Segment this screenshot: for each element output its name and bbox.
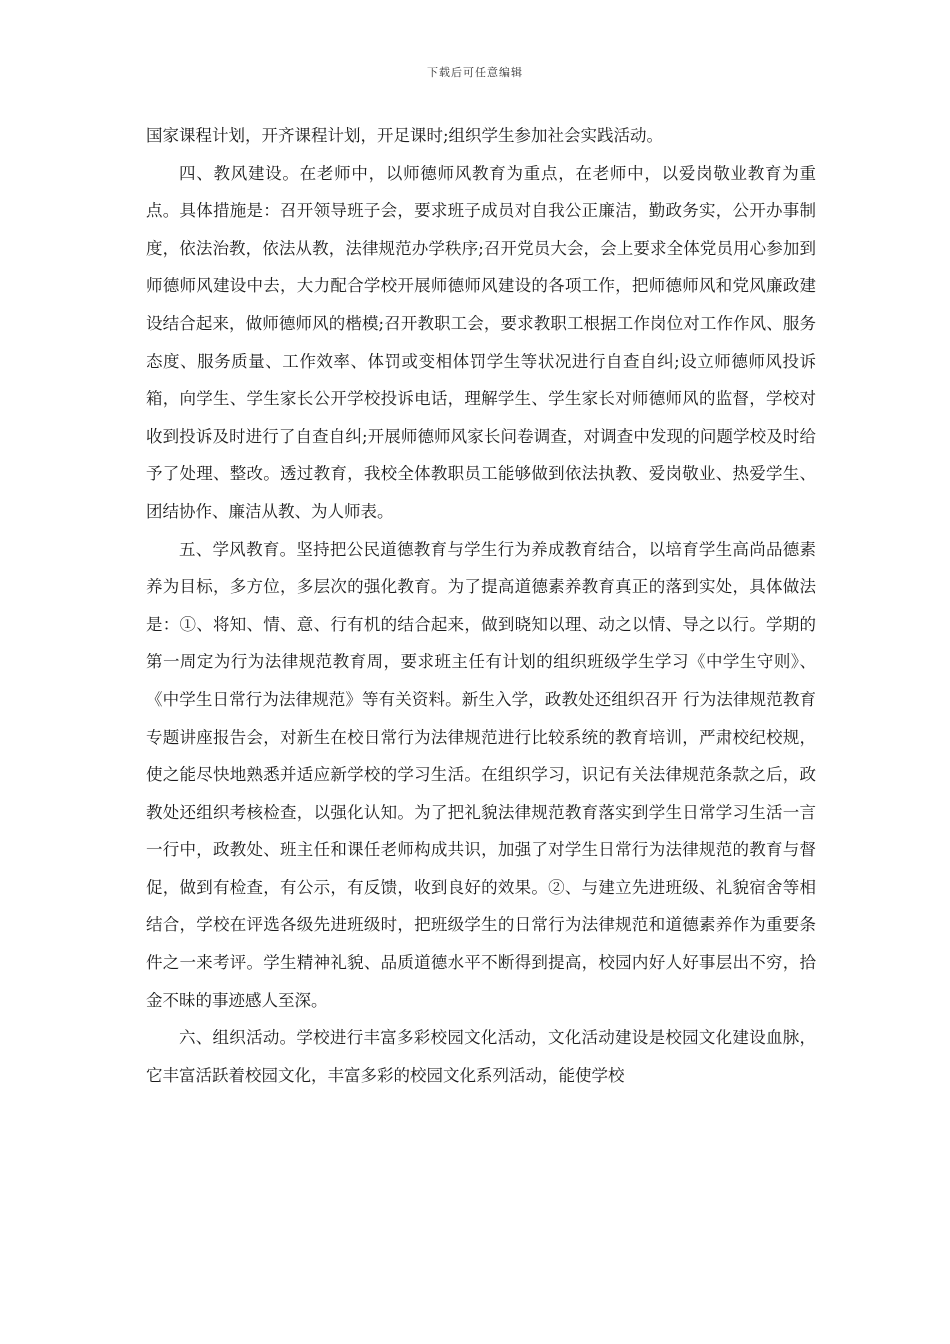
paragraph-study-style: 五、学风教育。坚持把公民道德教育与学生行为养成教育结合，以培育学生高尚品德素养为目标，多方位，多层次的强化教育。为了提高道德素养教育真正的落到实处，具体做法是：①、将知、情、意、行有机的结合起来，做到晓知以理、动之以情、导之以行。学期的第一周定为行为法律规范教育周，要求班主任有计划的组织班级学生学习《中学生守则》、《中学生日常行为法律规范》等有关资料。新生入学，政教处还组织召开 行为法律规范教育 专题讲座报告会，对新生在校日常行为法律规范进行比较系统的教育培训，严肃校纪校规，使之能尽快地熟悉并适应新学校的学习生活。在组织学习，识记有关法律规范条款之后，政教处还组织考核检查，以强化认知。为了把礼貌法律规范教育落实到学生日常学习生活一言一行中，政教处、班主任和课任老师构成共识，加强了对学生日常行为法律规范的教育与督促，做到有检查，有公示，有反馈，收到良好的效果。②、与建立先进班级、礼貌宿舍等相结合，学校在评选各级先进班级时，把班级学生的日常行为法律规范和道德素养作为重要条件之一来考评。学生精神礼貌、品质道德水平不断得到提高，校园内好人好事层出不穷，拾金不昧的事迹感人至深。 <box>146 539 816 1010</box>
paragraph-continuation: 国家课程计划，开齐课程计划，开足课时;组织学生参加社会实践活动。 <box>146 126 664 145</box>
paragraph-activities: 六、组织活动。学校进行丰富多彩校园文化活动，文化活动建设是校园文化建设血脉，它丰富活跃着校园文化，丰富多彩的校园文化系列活动，能使学校 <box>146 1028 816 1085</box>
paragraph-teaching-style: 四、教风建设。在老师中，以师德师风教育为重点，在老师中，以爱岗敬业教育为重点。具体措施是：召开领导班子会，要求班子成员对自我公正廉洁，勤政务实，公开办事制度，依法治教，依法从教，法律规范办学秩序;召开党员大会，会上要求全体党员用心参加到师德师风建设中去，大力配合学校开展师德师风建设的各项工作，把师德师风和党风廉政建设结合起来，做师德师风的楷模;召开教职工会，要求教职工根据工作岗位对工作作风、服务态度、服务质量、工作效率、体罚或变相体罚学生等状况进行自查自纠;设立师德师风投诉箱，向学生、学生家长公开学校投诉电话，理解学生、学生家长对师德师风的监督，学校对收到投诉及时进行了自查自纠;开展师德师风家长问卷调查，对调查中发现的问题学校及时给予了处理、整改。透过教育，我校全体教职员工能够做到依法执教、爱岗敬业、热爱学生、团结协作、廉洁从教、为人师表。 <box>146 163 816 521</box>
page-header: 下载后可任意编辑 <box>427 66 523 79</box>
document-body <box>146 117 816 1094</box>
